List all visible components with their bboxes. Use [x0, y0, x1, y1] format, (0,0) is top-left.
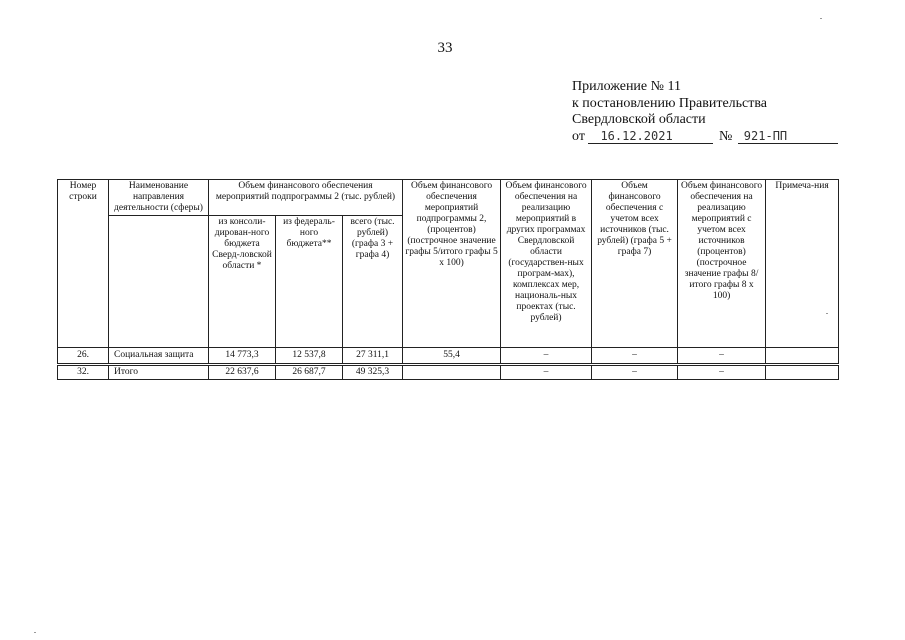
cell-all-sources-percent: – — [678, 348, 766, 365]
table-row — [58, 348, 839, 365]
funding-table — [57, 179, 839, 380]
scan-speck — [820, 18, 822, 19]
header-other-programs: Объем финансового обеспечения на реализацию мероприятий в других программах Свердловской области (государствен-ных програм-мах), комплексах мер, националь-ных проектах (тыс. рублей) — [501, 180, 592, 348]
date-prefix: от — [572, 128, 585, 144]
cell-consolidated: 14 773,3 — [209, 348, 276, 365]
header-sub-total: всего (тыс. рублей) (графа 3 + графа 4) — [343, 216, 403, 348]
header-row-1 — [58, 180, 839, 216]
cell-row-number: 32. — [58, 365, 109, 380]
cell-total: 27 311,1 — [343, 348, 403, 365]
appendix-date-line — [572, 129, 872, 146]
appendix-decree-line: к постановлению Правительства — [572, 95, 768, 111]
cell-percent: 55,4 — [403, 348, 501, 365]
scan-speck — [826, 313, 828, 314]
header-funding-group: Объем финансового обеспечения мероприятий подпрограммы 2 (тыс. рублей) — [209, 180, 403, 216]
header-notes: Примеча-ния — [766, 180, 839, 348]
cell-notes — [766, 365, 839, 380]
header-direction: Наименование направления деятельности (сферы) — [109, 180, 209, 216]
page-number: 33 — [437, 40, 453, 56]
number-sign: № — [718, 128, 733, 144]
decree-number: 921-ПП — [738, 129, 838, 144]
cell-consolidated: 22 637,6 — [209, 365, 276, 380]
scan-speck — [34, 632, 36, 633]
cell-direction: Социальная защита — [109, 348, 209, 365]
appendix-region-line: Свердловской области — [572, 112, 706, 127]
header-all-sources-percent: Объем финансового обеспечения на реализацию мероприятий с учетом всех источников (процентов) (построчное значение графы 8/итого графы 8 х 100) — [678, 180, 766, 348]
cell-other-programs: – — [501, 365, 592, 380]
cell-notes — [766, 348, 839, 365]
header-sub-consolidated: из консоли-дирован-ного бюджета Сверд-ловской области * — [209, 216, 276, 348]
header-all-sources: Объем финансового обеспечения с учетом всех источников (тыс. рублей) (графа 5 + графа 7) — [592, 180, 678, 348]
cell-total: 49 325,3 — [343, 365, 403, 380]
cell-direction: Итого — [109, 365, 209, 380]
decree-date: 16.12.2021 — [588, 129, 713, 144]
cell-other-programs: – — [501, 348, 592, 365]
cell-all-sources-percent: – — [678, 365, 766, 380]
appendix-title: Приложение № 11 — [572, 79, 681, 94]
cell-federal: 26 687,7 — [276, 365, 343, 380]
header-percent-sub2: Объем финансового обеспечения мероприятий подпрограммы 2, (процентов) (построчное значение графы 5/итого графы 5 х 100) — [403, 180, 501, 348]
cell-row-number: 26. — [58, 348, 109, 365]
header-row-number: Номер строки — [58, 180, 109, 348]
cell-federal: 12 537,8 — [276, 348, 343, 365]
table-row-total — [58, 365, 839, 380]
cell-percent — [403, 365, 501, 380]
cell-all-sources: – — [592, 348, 678, 365]
cell-all-sources: – — [592, 365, 678, 380]
appendix-block — [572, 79, 872, 145]
header-sub-federal: из федераль-ного бюджета** — [276, 216, 343, 348]
header-direction-empty — [109, 216, 209, 348]
